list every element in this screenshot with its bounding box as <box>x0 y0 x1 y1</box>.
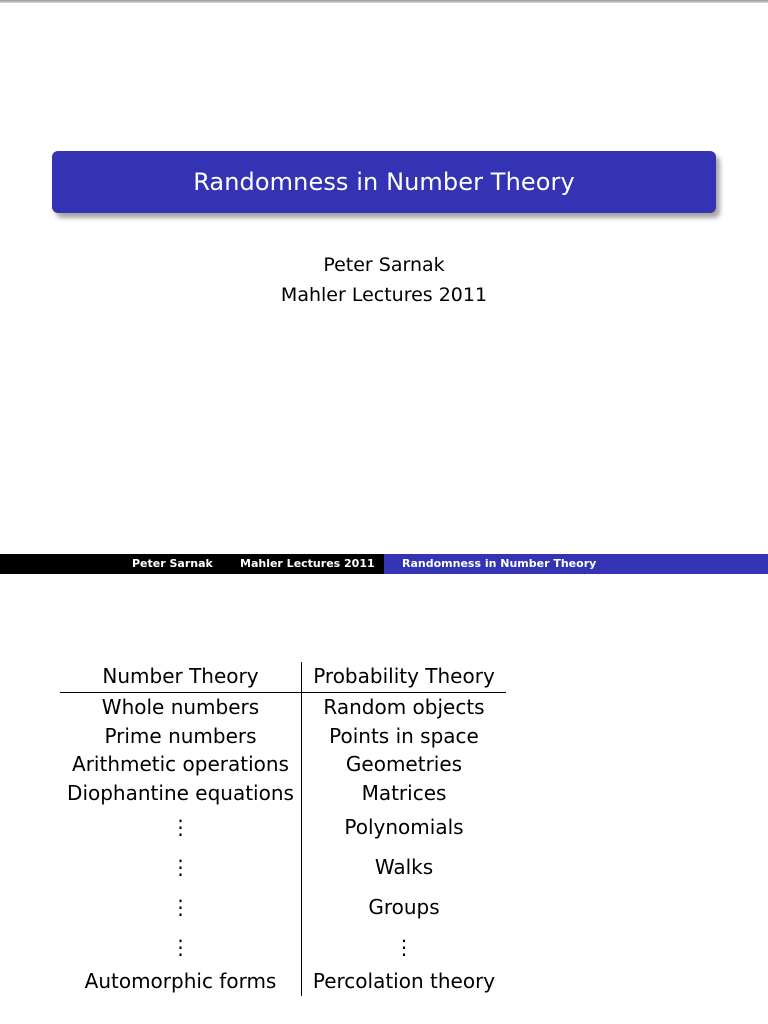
table-cell-right: Matrices <box>361 780 447 805</box>
table-row <box>60 693 506 722</box>
title-block <box>52 151 716 213</box>
table-row <box>60 967 506 996</box>
slide-footer <box>0 554 768 574</box>
footer-left-section <box>0 554 384 574</box>
table-cell-left: Diophantine equations <box>60 779 302 808</box>
table-cell-right: Points in space <box>329 723 479 748</box>
header-number-theory: Number Theory <box>60 662 302 692</box>
comparison-table <box>60 662 506 996</box>
table-cell-left: Prime numbers <box>60 722 302 751</box>
footer-venue: Mahler Lectures 2011 <box>240 557 375 570</box>
table-body <box>60 693 506 996</box>
table-cell-left-vdots: ⋮ <box>60 847 302 887</box>
table-cell-right: Walks <box>374 855 434 879</box>
lecture-venue: Mahler Lectures 2011 <box>280 284 488 306</box>
table-cell-left: Arithmetic operations <box>60 750 302 779</box>
table-row <box>60 779 506 808</box>
table-cell-right: Percolation theory <box>312 969 496 993</box>
second-slide <box>0 574 768 1024</box>
top-divider-line <box>0 0 768 3</box>
table-cell-left: Automorphic forms <box>60 967 302 996</box>
table-cell-left-vdots: ⋮ <box>60 887 302 927</box>
table-row <box>60 847 506 887</box>
table-row <box>60 927 506 967</box>
table-row <box>60 887 506 927</box>
table-cell-left-vdots: ⋮ <box>60 807 302 847</box>
table-cell-left-vdots: ⋮ <box>60 927 302 967</box>
footer-title: Randomness in Number Theory <box>402 557 597 570</box>
footer-author: Peter Sarnak <box>132 557 213 570</box>
table-cell-right: Polynomials <box>344 815 464 839</box>
footer-right-section <box>384 554 768 574</box>
author-name: Peter Sarnak <box>323 254 445 276</box>
slide-title: Randomness in Number Theory <box>193 168 575 196</box>
table-header-row <box>60 662 506 693</box>
table-cell-left: Whole numbers <box>60 693 302 722</box>
table-row <box>60 807 506 847</box>
table-row <box>60 750 506 779</box>
table-cell-right: Groups <box>368 895 440 919</box>
table-cell-right: Geometries <box>345 752 463 776</box>
table-cell-right-vdots: ⋮ <box>394 935 414 959</box>
table-cell-right: Random objects <box>323 695 485 719</box>
header-probability-theory: Probability Theory <box>313 664 495 688</box>
table-row <box>60 722 506 751</box>
